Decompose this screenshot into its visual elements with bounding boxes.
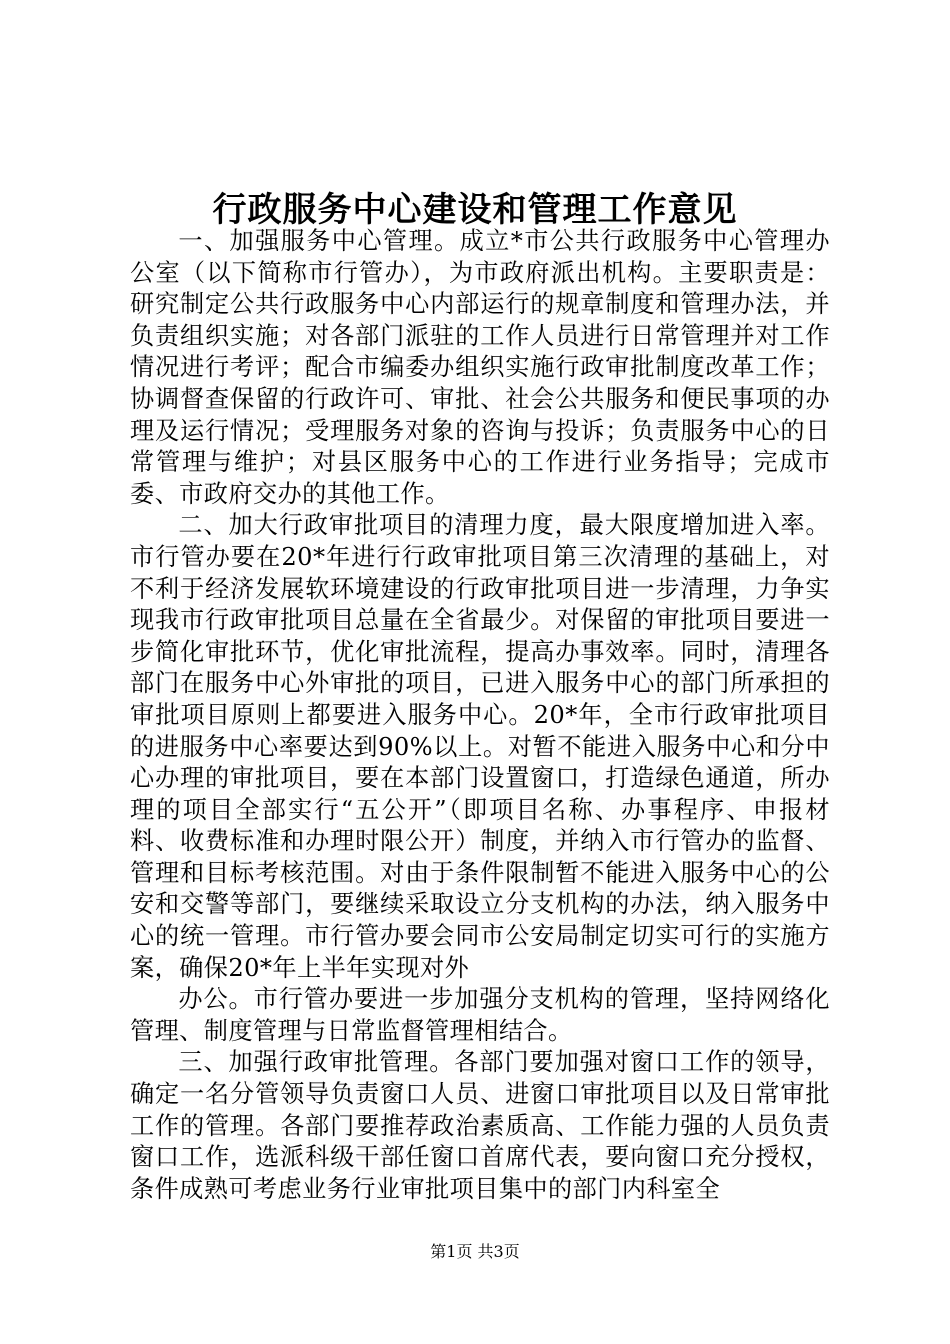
paragraph-4: 三、加强行政审批管理。各部门要加强对窗口工作的领导，确定一名分管领导负责窗口人员、进窗口审批项目以及日常审批工作的管理。各部门要推荐政治素质高、工作能力强的人员负责窗口工作，选派科级干部任窗口首席代表，要向窗口充分授权，条件成熟可考虑业务行业审批项目集中的部门内科室全 [130,1048,830,1203]
paragraph-2: 二、加大行政审批项目的清理力度，最大限度增加进入率。市行管办要在20*年进行行政审批项目第三次清理的基础上，对不利于经济发展软环境建设的行政审批项目进一步清理，力争实现我市行政审批项目总量在全省最少。对保留的审批项目要进一步简化审批环节，优化审批流程，提高办事效率。同时，清理各部门在服务中心外审批的项目，已进入服务中心的部门所承担的审批项目原则上都要进入服务中心。20*年，全市行政审批项目的进服务中心率要达到90%以上。对暂不能进入服务中心和分中心办理的审批项目，要在本部门设置窗口，打造绿色通道，所办理的项目全部实行“五公开”（即项目名称、办事程序、申报材料、收费标准和办理时限公开）制度，并纳入市行管办的监督、管理和目标考核范围。对由于条件限制暂不能进入服务中心的公安和交警等部门，要继续采取设立分支机构的办法，纳入服务中心的统一管理。市行管办要会同市公安局制定切实可行的实施方案，确保20*年上半年实现对外 [130,511,830,982]
paragraph-1: 一、加强服务中心管理。成立*市公共行政服务中心管理办公室（以下简称市行管办），为市政府派出机构。主要职责是：研究制定公共行政服务中心内部运行的规章制度和管理办法，并负责组织实施；对各部门派驻的工作人员进行日常管理并对工作情况进行考评；配合市编委办组织实施行政审批制度改革工作；协调督查保留的行政许可、审批、社会公共服务和便民事项的办理及运行情况；受理服务对象的咨询与投诉；负责服务中心的日常管理与维护；对县区服务中心的工作进行业务指导；完成市委、市政府交办的其他工作。 [130,227,830,508]
document-body [130,226,830,1205]
paragraph-3: 办公。市行管办要进一步加强分支机构的管理，坚持网络化管理、制度管理与日常监督管理相结合。 [130,985,830,1045]
document-title: 行政服务中心建设和管理工作意见 [212,190,738,230]
page-number-footer: 第1页 共3页 [430,1242,520,1261]
